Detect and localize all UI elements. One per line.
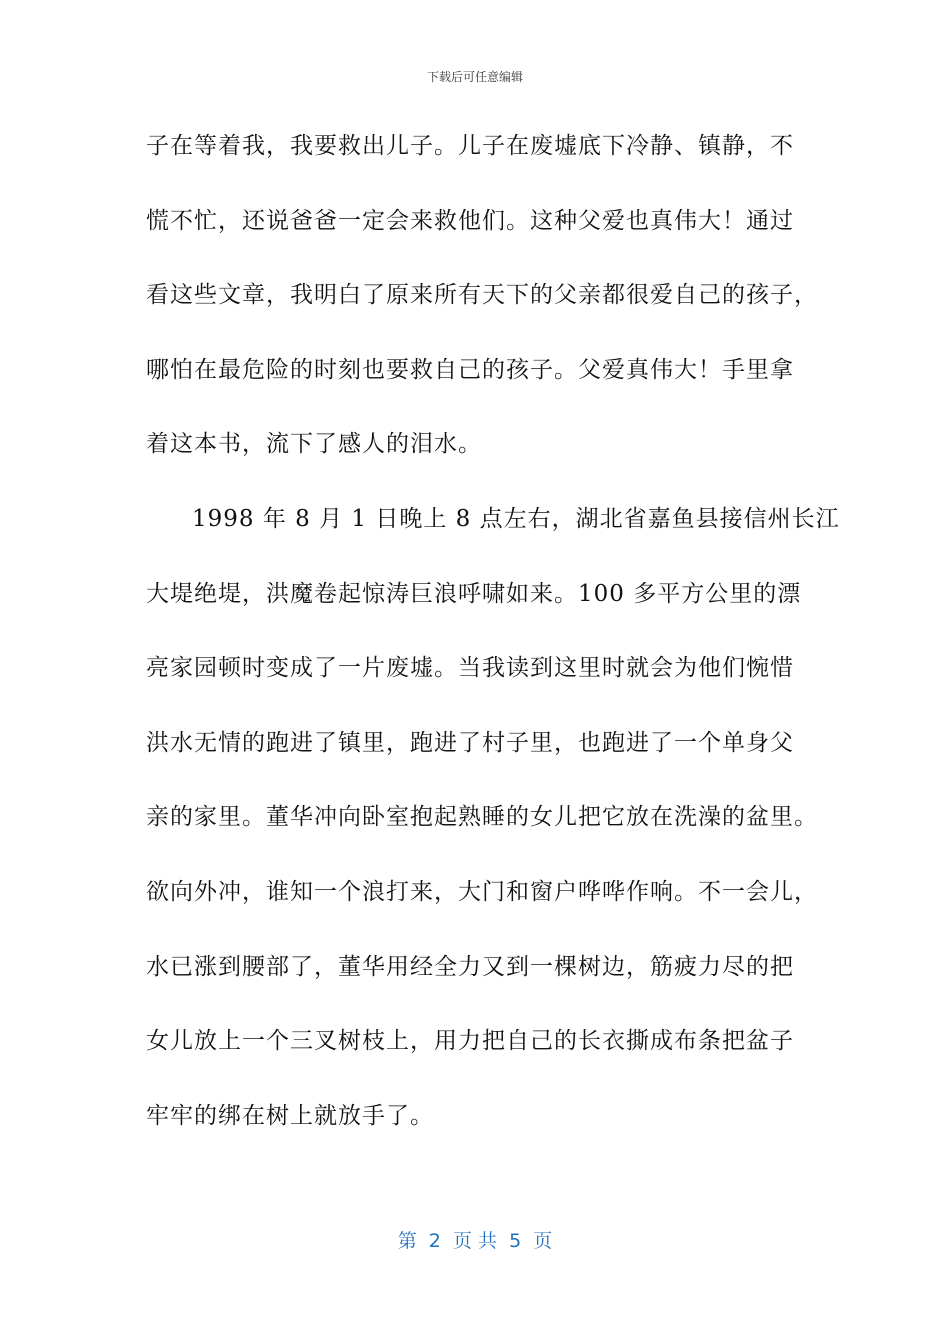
text-line: 牢牢的绑在树上就放手了。 xyxy=(146,1102,434,1129)
text-line: 慌不忙，还说爸爸一定会来救他们。这种父爱也真伟大！通过 xyxy=(146,207,794,234)
header-note: 下载后可任意编辑 xyxy=(426,70,523,84)
text-line: 水已涨到腰部了，董华用经全力又到一棵树边，筋疲力尽的把 xyxy=(146,953,794,980)
text-line: 女儿放上一个三叉树枝上，用力把自己的长衣撕成布条把盆子 xyxy=(146,1028,794,1055)
text-line: 欲向外冲，谁知一个浪打来，大门和窗户哗哗作响。不一会儿， xyxy=(146,878,818,905)
paragraph-start-line: 1998 年 8 月 1 日晚上 8 点左右，湖北省嘉鱼县接信州长江 xyxy=(192,505,840,532)
text-line: 哪怕在最危险的时刻也要救自己的孩子。父爱真伟大！手里拿 xyxy=(146,356,794,383)
text-line: 洪水无情的跑进了镇里，跑进了村子里，也跑进了一个单身父 xyxy=(146,729,794,756)
text-line: 着这本书，流下了感人的泪水。 xyxy=(146,431,482,458)
body-text xyxy=(146,127,840,1171)
text-line: 大堤绝堤，洪魔卷起惊涛巨浪呼啸如来。100 多平方公里的漂 xyxy=(146,580,802,607)
text-line: 看这些文章，我明白了原来所有天下的父亲都很爱自己的孩子， xyxy=(146,282,818,309)
page-number-footer: 第 2 页 共 5 页 xyxy=(397,1230,553,1252)
text-line: 子在等着我，我要救出儿子。儿子在废墟底下冷静、镇静，不 xyxy=(146,133,794,159)
text-line: 亲的家里。董华冲向卧室抱起熟睡的女儿把它放在洗澡的盆里。 xyxy=(146,804,818,831)
text-line: 亮家园顿时变成了一片废墟。当我读到这里时就会为他们惋惜 xyxy=(146,655,794,682)
